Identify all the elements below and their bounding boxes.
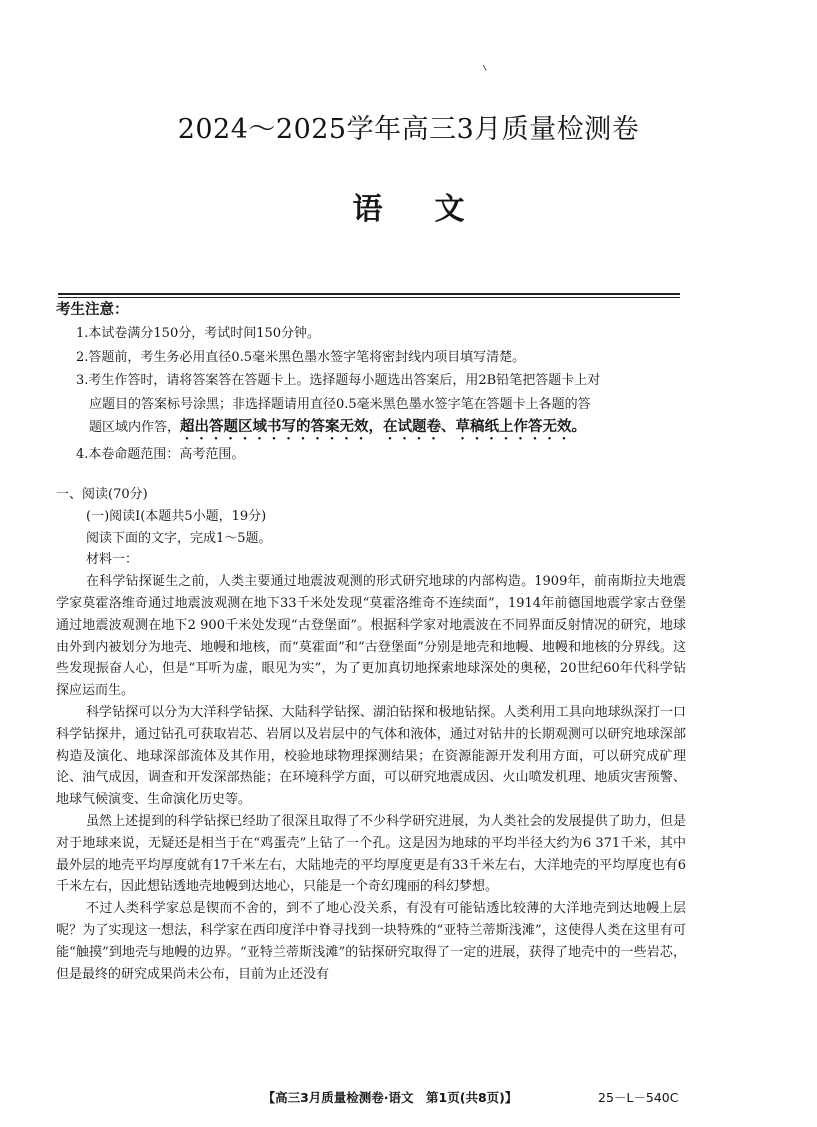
sub-heading: (一)阅读Ⅰ(本题共5小题，19分) [86, 508, 267, 524]
material-label: 材料一： [86, 552, 139, 568]
notice-item: 3.考生作答时，请将答案答在答题卡上。选择题每小题选出答案后，用2B铅笔把答题卡上对 [76, 373, 601, 388]
notice-item: 1.本试卷满分150分，考试时间150分钟。 [76, 326, 321, 341]
notice-item: 2.答题前，考生务必用直径0.5毫米黑色墨水签字笔将密封线内项目填写清楚。 [76, 349, 526, 365]
passage-paragraph: 科学钻探可以分为大洋科学钻探、大陆科学钻探、湖泊钻探和极地钻探。人类利用工具向地球纵深打一口科学钻探井，通过钻孔可获取岩芯、岩屑以及岩层中的气体和液体，通过对钻井的长期观测可以研究地球深部构造及演化、地球深部流体及其作用，校验地球物理探测结果；在资源能源开发利用方面，可以研究成矿理论、油气成因，调查和开发深部热能；在环境科学方面，可以研究地震成因、火山喷发机理、地质灾害预警、地球气候演变、生命演化历史等。 [56, 704, 686, 808]
notice-item-continuation [76, 416, 688, 443]
instruction: 阅读下面的文字，完成1～5题。 [86, 530, 272, 546]
subject-title [0, 190, 817, 230]
subject-char: 语 [352, 192, 383, 227]
exam-title: 2024～2025学年高三3月质量检测卷 [177, 114, 640, 145]
section-heading: 一、阅读(70分) [56, 487, 148, 502]
passage-paragraph: 在科学钻探诞生之前，人类主要通过地震波观测的形式研究地球的内部构造。1909年，前南斯拉夫地震学家莫霍洛维奇通过地震波观测在地下33千米处发现“莫霍洛维奇不连续面”，1914年前德国地震学家古登堡通过地震波观测在地下2 900千米处发现“古登堡面”。根据科学家对地震波在不同界面反射情况的研究，地球由外到内被划分为地壳、地幔和地核，而“莫霍面”和“古登堡面”分别是地壳和地幔、地幔和地核的分界线。这些发现振奋人心，但是“耳听为虚，眼见为实”，为了更加真切地探索地球深处的奥秘，20世纪60年代科学钻探应运而生。 [56, 574, 686, 699]
divider-thick [58, 293, 680, 295]
subject-char: 文 [434, 192, 465, 227]
notice-emphasis: 在试题卷、草稿纸上作答无效 [383, 419, 572, 435]
reading-section [56, 484, 686, 985]
scan-speck [483, 63, 489, 70]
notice-item: 4.本卷命题范围：高考范围。 [76, 447, 245, 462]
notice-text: 题区域内作答， [89, 420, 181, 435]
notice-list [76, 322, 688, 467]
footer-page-info: 【高三3月质量检测卷·语文 第1页(共8页)】 [262, 1090, 518, 1105]
notice-heading: 考生注意： [56, 302, 129, 318]
divider-thin [58, 297, 680, 298]
notice-emphasis: 超出答题区域书写的答案无效 [180, 419, 369, 435]
notice-punct: 。 [571, 419, 587, 435]
notice-item-continuation: 应题目的答案标号涂黑；非选择题请用直径0.5毫米黑色墨水签字笔在答题卡上各题的答 [89, 396, 591, 412]
passage-paragraph: 不过人类科学家总是锲而不舍的，到不了地心没关系，有没有可能钻透比较薄的大洋地壳到达地幔上层呢？为了实现这一想法，科学家在西印度洋中脊寻找到一块特殊的“亚特兰蒂斯浅滩”，这使得人类在这里有可能“触摸”到地壳与地幔的边界。“亚特兰蒂斯浅滩”的钻探研究取得了一定的进展，获得了地壳中的一些岩芯，但是最终的研究成果尚未公布，目前为止还没有 [56, 901, 686, 982]
footer-code: 25－L－540C [598, 1090, 679, 1105]
passage-paragraph: 虽然上述提到的科学钻探已经助了很深且取得了不少科学研究进展，为人类社会的发展提供了助力，但是对于地球来说，无疑还是相当于在“鸡蛋壳”上钻了一个孔。这是因为地球的平均半径大约为6 371千米，其中最外层的地壳平均厚度就有17千米左右，大陆地壳的平均厚度更是有33千米左右，大洋地壳的平均厚度也有6千米左右，因此想钻透地壳地幔到达地心，只能是一个奇幻瑰丽的科幻梦想。 [56, 813, 686, 895]
notice-punct: ， [368, 419, 384, 435]
